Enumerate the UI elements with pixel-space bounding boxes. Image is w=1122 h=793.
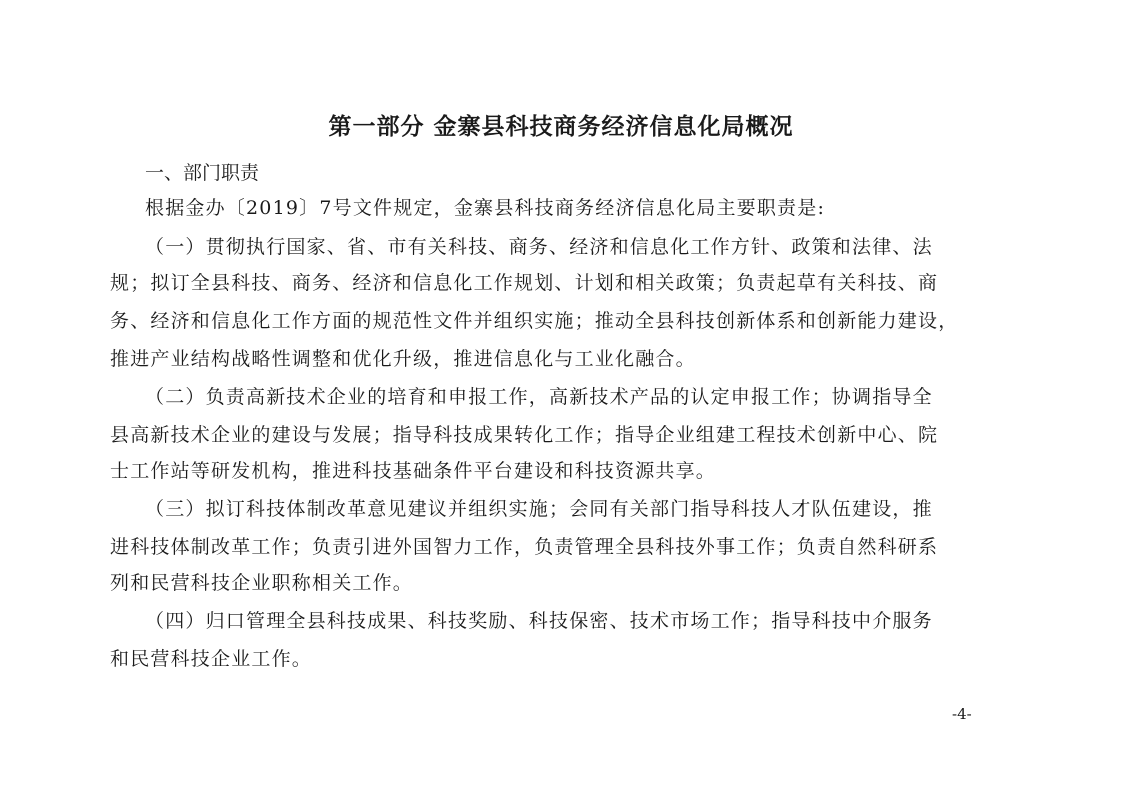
intro-line: 根据金办〔2019〕7号文件规定，金寨县科技商务经济信息化局主要职责是:: [145, 197, 826, 219]
paragraph-line: 列和民营科技企业职称相关工作。: [110, 572, 414, 594]
paragraph-line: 和民营科技企业工作。: [110, 648, 313, 670]
paragraph-line: （一）贯彻执行国家、省、市有关科技、商务、经济和信息化工作方针、政策和法律、法: [145, 236, 933, 258]
section-heading: 一、部门职责: [145, 162, 260, 184]
paragraph-line: 进科技体制改革工作；负责引进外国智力工作，负责管理全县科技外事工作；负责自然科研系: [110, 536, 939, 558]
paragraph-line: 士工作站等研发机构，推进科技基础条件平台建设和科技资源共享。: [110, 460, 717, 482]
paragraph-line: 务、经济和信息化工作方面的规范性文件并组织实施；推动全县科技创新体系和创新能力建设，: [110, 310, 959, 332]
paragraph-line: 规；拟订全县科技、商务、经济和信息化工作规划、计划和相关政策；负责起草有关科技、商: [110, 272, 939, 294]
paragraph-line: 县高新技术企业的建设与发展；指导科技成果转化工作；指导企业组建工程技术创新中心、院: [110, 424, 939, 446]
paragraph-line: （三）拟订科技体制改革意见建议并组织实施；会同有关部门指导科技人才队伍建设，推: [145, 498, 933, 520]
paragraph-line: （二）负责高新技术企业的培育和申报工作，高新技术产品的认定申报工作；协调指导全: [145, 386, 933, 408]
page-number: -4-: [952, 705, 972, 723]
document-title: 第一部分 金寨县科技商务经济信息化局概况: [328, 113, 794, 140]
paragraph-line: （四）归口管理全县科技成果、科技奖励、科技保密、技术市场工作；指导科技中介服务: [145, 610, 933, 632]
paragraph-line: 推进产业结构战略性调整和优化升级，推进信息化与工业化融合。: [110, 348, 696, 370]
